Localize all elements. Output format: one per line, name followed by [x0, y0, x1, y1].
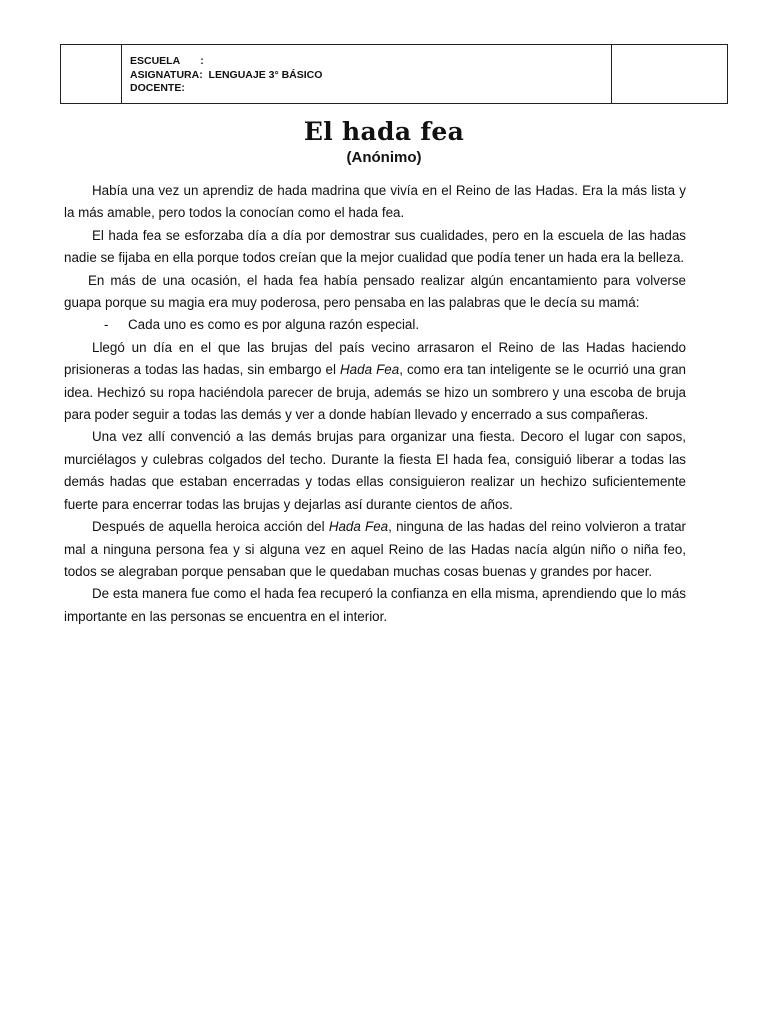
paragraph-6-italic: Hada Fea	[328, 519, 389, 535]
header-info-cell	[122, 45, 612, 103]
grade-cell	[612, 45, 727, 103]
logo-cell	[61, 45, 122, 103]
subject-label: ASIGNATURA: LENGUAJE 3° BÁSICO	[130, 68, 323, 81]
paragraph-1: Había una vez un aprendiz de hada madrina que vivía en el Reino de las Hadas. Era la más lista y la más amable, pero todos la conocían como el hada fea.	[64, 183, 686, 221]
author-subtitle: (Anónimo)	[346, 149, 422, 166]
quote-line	[64, 314, 686, 336]
teacher-label: DOCENTE:	[130, 82, 185, 94]
quote-dash: -	[104, 317, 109, 333]
header-table	[60, 44, 728, 104]
paragraph-6	[64, 516, 686, 583]
paragraph-2: El hada fea se esforzaba día a día por demostrar sus cualidades, pero en la escuela de las hadas nadie se fijaba en ella porque todos creían que la mejor cualidad que podía tener un hada era la belleza.	[64, 227, 686, 266]
paragraph-4	[64, 337, 686, 427]
paragraph-4-italic: Hada Fea	[340, 362, 400, 378]
paragraph-4-part-b: , como era tan inteligente se le ocurrió una gran idea. Hechizó su ropa haciéndola parecer de bruja, además se hizo un sombrero y una escoba de bruja para poder seguir a todas las demás y ver a donde habían llevado y encerrado a sus compañeras.	[64, 362, 686, 423]
school-label: ESCUELA :	[130, 55, 204, 67]
paragraph-3: En más de una ocasión, el hada fea había pensado realizar algún encantamiento para volverse guapa porque su magia era muy poderosa, pero pensaba en las palabras que le decía su mamá:	[64, 272, 686, 311]
paragraph-6-part-a: Después de aquella heroica acción del	[92, 519, 329, 535]
paragraph-6-part-b: , ninguna de las hadas del reino volvieron a tratar mal a ninguna persona fea y si alguna vez en aquel Reino de las Hadas nacía algún niño o niña feo, todos se alegraban porque pensaban que le quedaban muchas cosas buenas y grandes por hacer.	[64, 519, 687, 579]
story-body	[64, 180, 686, 628]
page-title: El hada fea	[303, 117, 465, 146]
quote-text: Cada uno es como es por alguna razón especial.	[128, 317, 420, 333]
paragraph-7: De esta manera fue como el hada fea recuperó la confianza en ella misma, aprendiendo que lo más importante en las personas se encuentra en el interior.	[64, 586, 686, 624]
paragraph-4-part-a: Llegó un día en el que las brujas del país vecino arrasaron el Reino de las Hadas haciendo prisioneras a todas las hadas, sin embargo el	[64, 339, 686, 378]
paragraph-5: Una vez allí convenció a las demás brujas para organizar una fiesta. Decoro el lugar con sapos, murciélagos y culebras colgados del techo. Durante la fiesta El hada fea, consiguió liberar a todas las demás hadas que estaban encerradas y todas ellas consiguieron realizar un hechizo suficientemente fuerte para encerrar todas las brujas y dejarlas así durante cientos de años.	[64, 429, 686, 512]
